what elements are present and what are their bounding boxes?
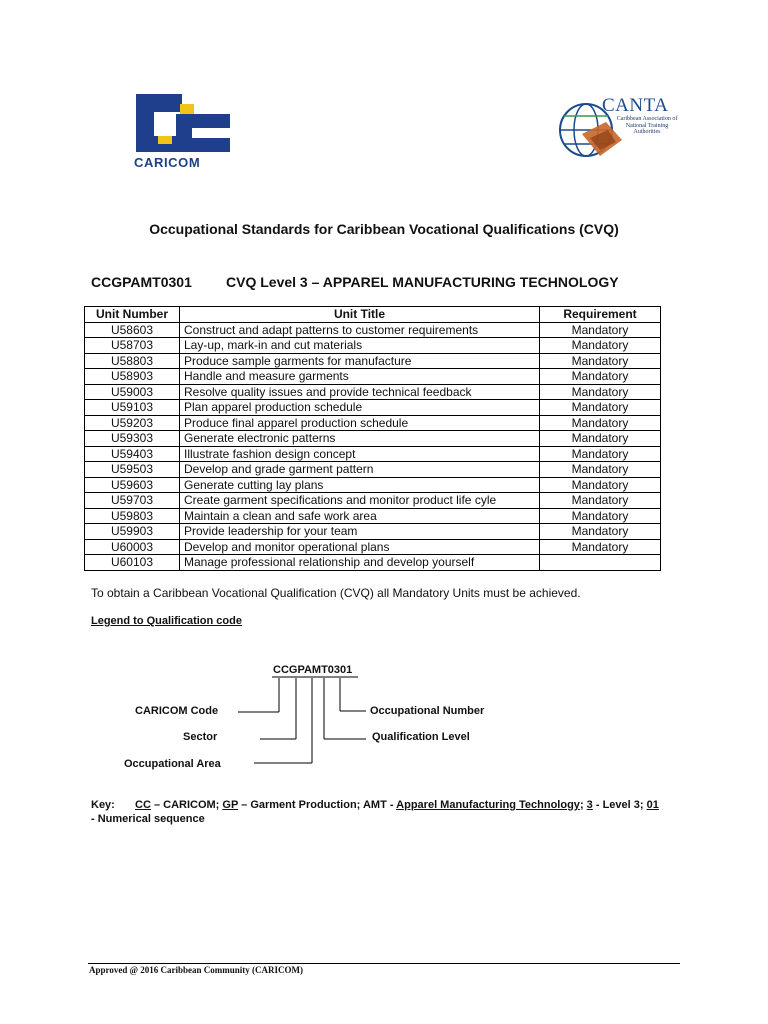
canta-wordmark: CANTA — [602, 95, 669, 116]
unit-title-cell: Produce final apparel production schedule — [180, 415, 540, 431]
requirement-cell: Mandatory — [540, 446, 661, 462]
unit-number-cell: U59103 — [85, 400, 180, 416]
requirement-cell — [540, 555, 661, 571]
requirement-cell: Mandatory — [540, 322, 661, 338]
key-last: - Numerical sequence — [91, 813, 205, 825]
requirement-cell: Mandatory — [540, 338, 661, 354]
unit-number-cell: U58903 — [85, 369, 180, 385]
units-table — [84, 306, 661, 571]
unit-number-cell: U58603 — [85, 322, 180, 338]
requirement-cell: Mandatory — [540, 384, 661, 400]
requirement-cell: Mandatory — [540, 477, 661, 493]
header-unit-number: Unit Number — [85, 307, 180, 323]
qualification-name: CVQ Level 3 – APPAREL MANUFACTURING TECHNOLOGY — [226, 274, 619, 290]
table-row — [85, 462, 661, 478]
legend-occupational-number: Occupational Number — [370, 705, 485, 717]
unit-title-cell: Plan apparel production schedule — [180, 400, 540, 416]
unit-title-cell: Generate cutting lay plans — [180, 477, 540, 493]
legend-caricom-code: CARICOM Code — [135, 705, 219, 717]
unit-number-cell: U60003 — [85, 539, 180, 555]
requirement-cell: Mandatory — [540, 524, 661, 540]
unit-title-cell: Handle and measure garments — [180, 369, 540, 385]
cvq-requirement-note: To obtain a Caribbean Vocational Qualification (CVQ) all Mandatory Units must be achieved. — [91, 586, 581, 600]
unit-title-cell: Provide leadership for your team — [180, 524, 540, 540]
key-three: 3 — [586, 799, 593, 811]
header-unit-title: Unit Title — [180, 307, 540, 323]
key-cc-desc: – CARICOM; — [150, 799, 223, 811]
unit-number-cell: U59503 — [85, 462, 180, 478]
key-gp: GP — [222, 799, 239, 811]
requirement-cell: Mandatory — [540, 369, 661, 385]
table-row — [85, 555, 661, 571]
legend-sector: Sector — [183, 731, 218, 743]
table-row — [85, 322, 661, 338]
legend-occupational-area: Occupational Area — [124, 758, 221, 770]
key-cc: CC — [135, 799, 151, 811]
document-title: Occupational Standards for Caribbean Vocational Qualifications (CVQ) — [149, 221, 619, 237]
unit-title-cell: Develop and grade garment pattern — [180, 462, 540, 478]
key-label: Key: — [91, 799, 115, 811]
table-row — [85, 493, 661, 509]
unit-title-cell: Develop and monitor operational plans — [180, 539, 540, 555]
key-amt: Apparel Manufacturing Technology — [396, 799, 580, 811]
unit-number-cell: U59703 — [85, 493, 180, 509]
requirement-cell: Mandatory — [540, 431, 661, 447]
unit-number-cell: U58803 — [85, 353, 180, 369]
table-row — [85, 353, 661, 369]
key-gp-desc: – Garment Production; AMT - — [238, 799, 397, 811]
requirement-cell: Mandatory — [540, 462, 661, 478]
header-requirement: Requirement — [540, 307, 661, 323]
table-row — [85, 524, 661, 540]
unit-title-cell: Manage professional relationship and develop yourself — [180, 555, 540, 571]
table-row — [85, 477, 661, 493]
table-row — [85, 508, 661, 524]
key-paragraph — [91, 798, 691, 826]
table-header-row — [85, 307, 661, 323]
unit-number-cell: U58703 — [85, 338, 180, 354]
unit-number-cell: U59003 — [85, 384, 180, 400]
legend-qualification-level: Qualification Level — [372, 731, 470, 743]
unit-title-cell: Construct and adapt patterns to customer requirements — [180, 322, 540, 338]
unit-title-cell: Maintain a clean and safe work area — [180, 508, 540, 524]
key-zero-one: 01 — [646, 799, 659, 811]
unit-number-cell: U59903 — [85, 524, 180, 540]
requirement-cell: Mandatory — [540, 508, 661, 524]
table-row — [85, 338, 661, 354]
unit-number-cell: U59603 — [85, 477, 180, 493]
unit-number-cell: U59803 — [85, 508, 180, 524]
unit-number-cell: U60103 — [85, 555, 180, 571]
requirement-cell: Mandatory — [540, 493, 661, 509]
requirement-cell: Mandatory — [540, 539, 661, 555]
table-row — [85, 384, 661, 400]
table-row — [85, 431, 661, 447]
table-row — [85, 369, 661, 385]
requirement-cell: Mandatory — [540, 353, 661, 369]
footer-divider — [88, 963, 680, 964]
requirement-cell: Mandatory — [540, 400, 661, 416]
table-body — [85, 322, 661, 570]
unit-title-cell: Produce sample garments for manufacture — [180, 353, 540, 369]
unit-number-cell: U59303 — [85, 431, 180, 447]
table-row — [85, 400, 661, 416]
unit-title-cell: Lay-up, mark-in and cut materials — [180, 338, 540, 354]
unit-title-cell: Create garment specifications and monitor product life cyle — [180, 493, 540, 509]
key-sep: ; — [579, 799, 587, 811]
unit-number-cell: U59203 — [85, 415, 180, 431]
unit-title-cell: Generate electronic patterns — [180, 431, 540, 447]
requirement-cell: Mandatory — [540, 415, 661, 431]
unit-title-cell: Resolve quality issues and provide technical feedback — [180, 384, 540, 400]
unit-title-cell: Illustrate fashion design concept — [180, 446, 540, 462]
table-row — [85, 539, 661, 555]
table-row — [85, 415, 661, 431]
legend-title: Legend to Qualification code — [91, 615, 242, 627]
table-row — [85, 446, 661, 462]
legend-code: CCGPAMT0301 — [273, 664, 353, 676]
qualification-code: CCGPAMT0301 — [91, 274, 192, 290]
key-three-desc: - Level 3; — [592, 799, 647, 811]
unit-number-cell: U59403 — [85, 446, 180, 462]
canta-subtitle: Caribbean Association of National Training Authorities — [616, 116, 678, 136]
footer-approval: Approved @ 2016 Caribbean Community (CARICOM) — [89, 965, 303, 975]
caricom-wordmark: CARICOM — [134, 155, 201, 170]
